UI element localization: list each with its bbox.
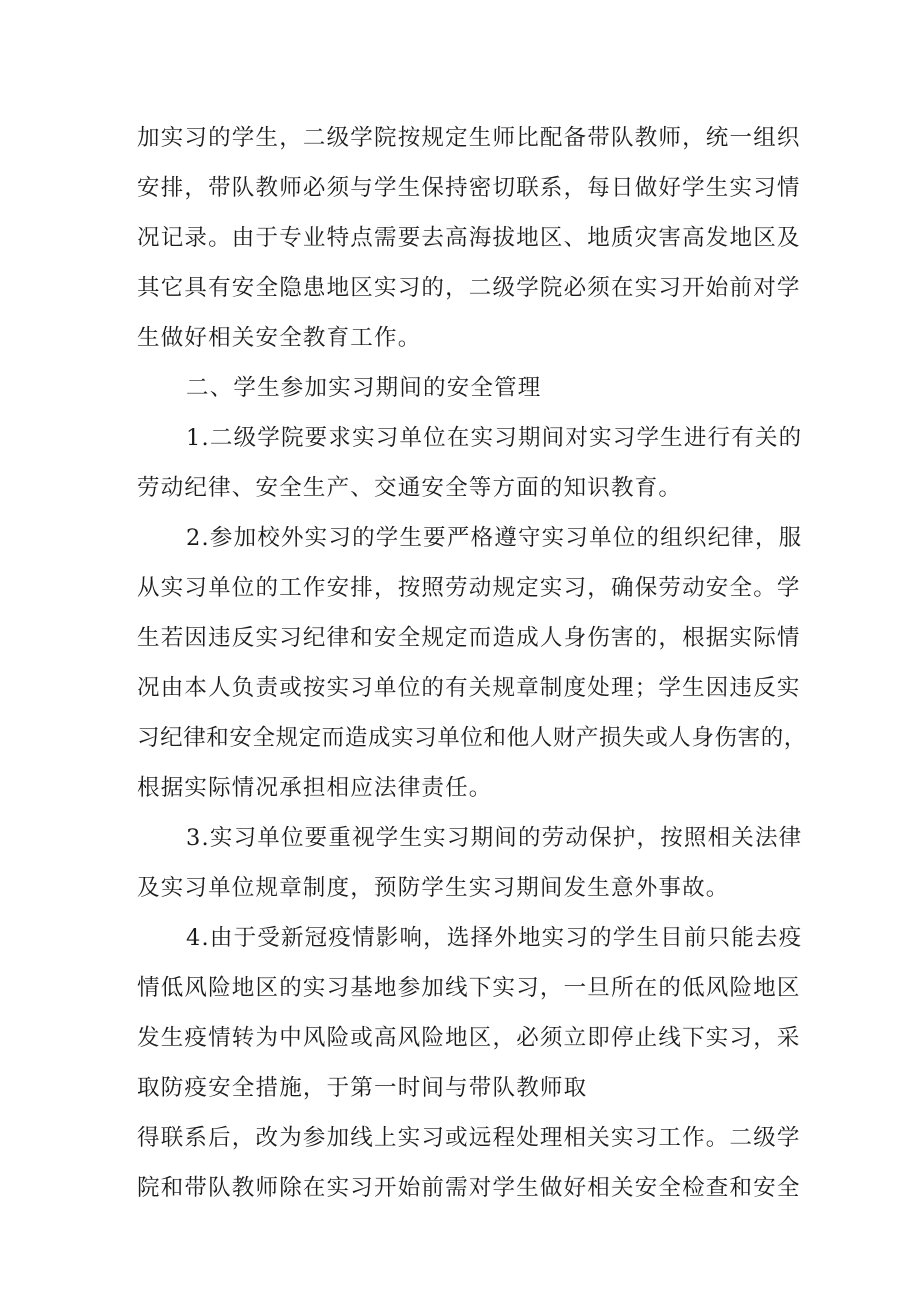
body-text-line: 4.由于受新冠疫情影响，选择外地实习的学生目前只能去疫 [186, 925, 803, 951]
body-text-line: 1.二级学院要求实习单位在实习期间对实习学生进行有关的 [186, 425, 803, 451]
body-text-line: 根据实际情况承担相应法律责任。 [137, 775, 493, 801]
body-text-line: 2.参加校外实习的学生要严格遵守实习单位的组织纪律，服 [186, 525, 803, 551]
body-text-line: 情低风险地区的实习基地参加线下实习，一旦所在的低风险地区 [137, 975, 801, 1001]
body-text-line: 安排，带队教师必须与学生保持密切联系，每日做好学生实习情 [137, 175, 801, 201]
body-text-line: 生做好相关安全教育工作。 [137, 325, 422, 351]
body-text-line: 院和带队教师除在实习开始前需对学生做好相关安全检查和安全 [137, 1175, 801, 1201]
body-text-line: 习纪律和安全规定而造成实习单位和他人财产损失或人身伤害的， [137, 725, 807, 751]
body-text-line: 况由本人负责或按实习单位的有关规章制度处理；学生因违反实 [137, 675, 801, 701]
body-text-line: 及实习单位规章制度，预防学生实习期间发生意外事故。 [137, 875, 730, 901]
body-text-line: 得联系后，改为参加线上实习或远程处理相关实习工作。二级学 [137, 1125, 801, 1151]
body-text-line: 3.实习单位要重视学生实习期间的劳动保护，按照相关法律 [186, 825, 803, 851]
body-text-line: 其它具有安全隐患地区实习的，二级学院必须在实习开始前对学 [137, 275, 801, 301]
body-text-line: 加实习的学生，二级学院按规定生师比配备带队教师，统一组织 [137, 125, 801, 151]
body-text-line: 发生疫情转为中风险或高风险地区，必须立即停止线下实习，采 [137, 1025, 801, 1051]
body-text-line: 生若因违反实习纪律和安全规定而造成人身伤害的，根据实际情 [137, 625, 801, 651]
body-text-line: 取防疫安全措施，于第一时间与带队教师取 [137, 1075, 588, 1101]
body-text-line: 从实习单位的工作安排，按照劳动规定实习，确保劳动安全。学 [137, 575, 801, 601]
section-heading: 二、学生参加实习期间的安全管理 [186, 375, 542, 401]
body-text-line: 劳动纪律、安全生产、交通安全等方面的知识教育。 [137, 475, 683, 501]
body-text-line: 况记录。由于专业特点需要去高海拔地区、地质灾害高发地区及 [137, 225, 801, 251]
